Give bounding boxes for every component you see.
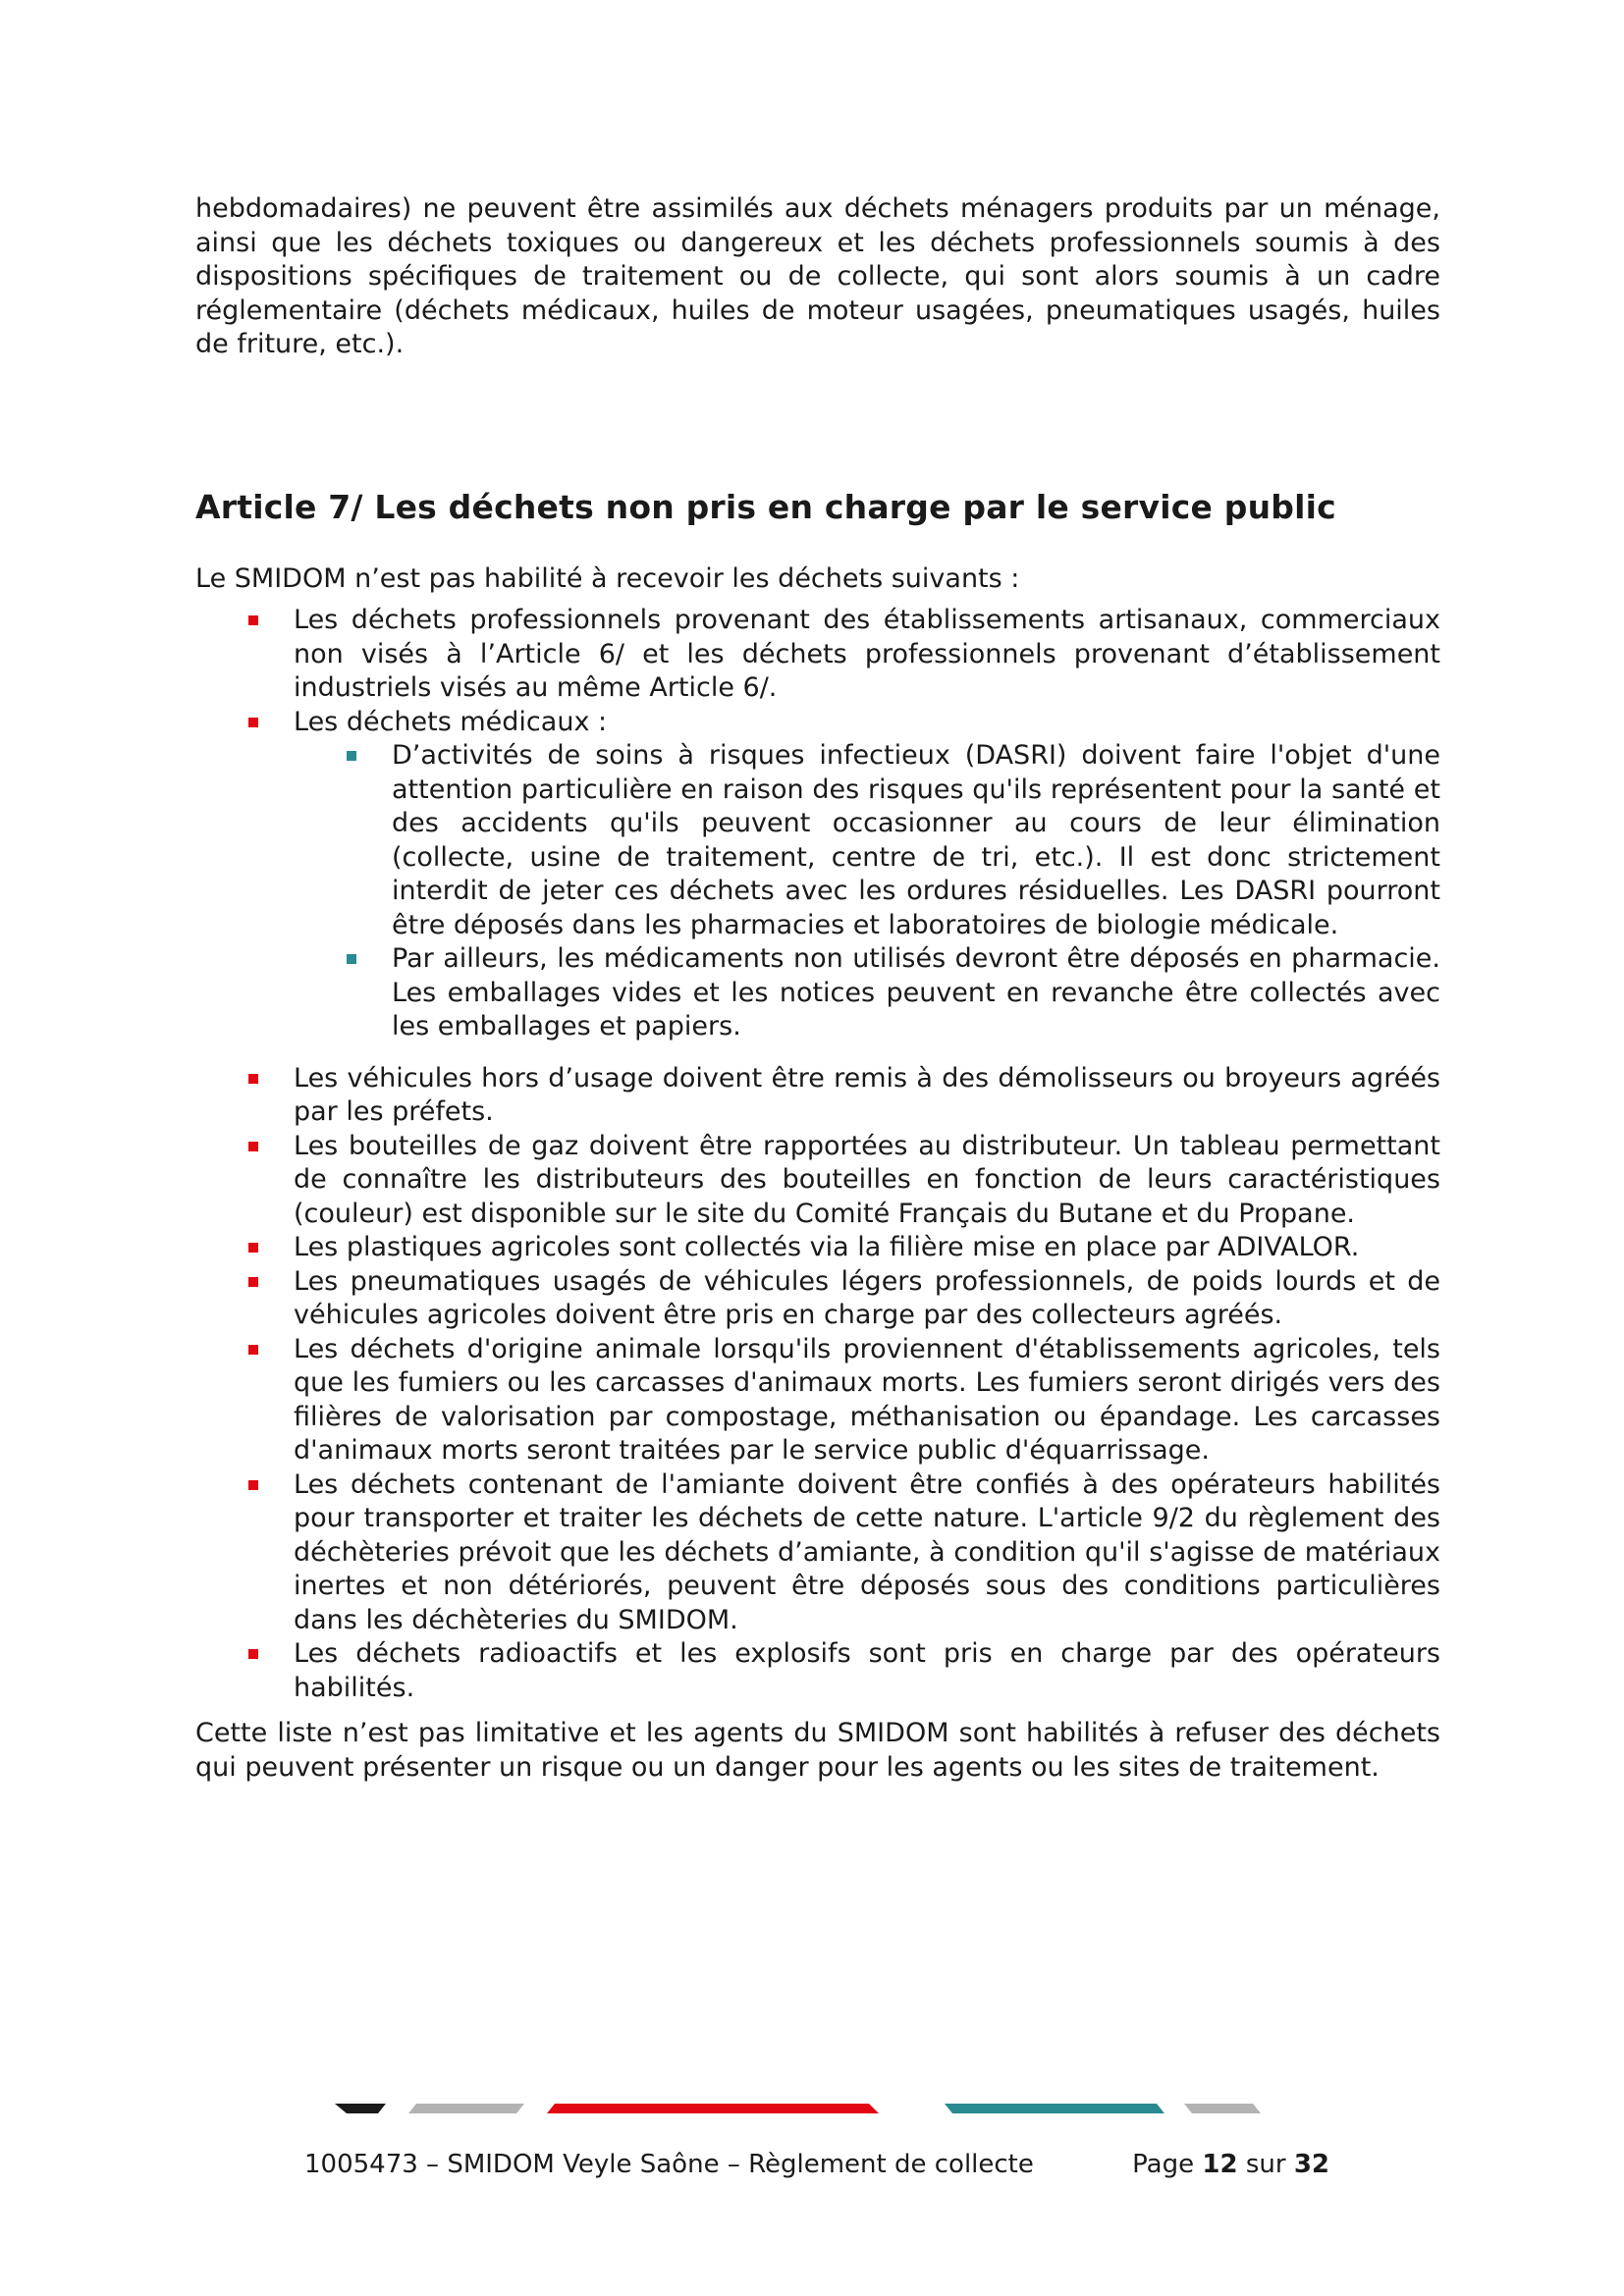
list-item <box>195 1231 1440 1265</box>
square-bullet-icon <box>248 1345 258 1355</box>
square-bullet-icon <box>347 954 356 964</box>
list-item <box>195 1468 1440 1638</box>
sublist-item <box>294 942 1440 1044</box>
footer-of-word: sur <box>1245 2150 1286 2179</box>
page-footer <box>0 2148 1624 2187</box>
footer-page-indicator <box>1132 2148 1329 2181</box>
list-item <box>195 604 1440 706</box>
footer-page-number: 12 <box>1202 2150 1238 2179</box>
list-item-text: Les déchets radioactifs et les explosifs sont pris en charge par des opérateurs habilités. <box>294 1638 1440 1703</box>
list-item <box>195 1333 1440 1468</box>
page-content <box>195 192 1440 1785</box>
list-item <box>195 1265 1440 1333</box>
list-item <box>195 1062 1440 1130</box>
footer-page-word: Page <box>1132 2150 1195 2179</box>
square-bullet-icon <box>248 1649 258 1659</box>
deco-segment-teal <box>945 2104 1164 2113</box>
footer-page-total: 32 <box>1293 2150 1329 2179</box>
square-bullet-icon <box>248 1480 258 1490</box>
article-title: Article 7/ Les déchets non pris en charge par le service public <box>195 487 1336 526</box>
list-item-text: Les véhicules hors d’usage doivent être remis à des démolisseurs ou broyeurs agréés par les préfets. <box>294 1062 1440 1127</box>
article-lead: Le SMIDOM n’est pas habilité à recevoir les déchets suivants : <box>195 562 1020 594</box>
deco-segment-grey-small <box>1184 2104 1261 2113</box>
list-item <box>195 706 1440 1044</box>
list-item <box>195 1637 1440 1705</box>
sublist-item <box>294 739 1440 942</box>
deco-segment-black <box>335 2104 386 2113</box>
list-item-text: Les déchets d'origine animale lorsqu'ils proviennent d'établissements agricoles, tels que les fumiers ou les carcasses d'animaux morts. Les fumiers seront dirigés vers des filières de valorisation par compostage, méthanisation ou épandage. Les carcasses d'animaux morts seront traitées par le service public d'équarrissage. <box>294 1333 1440 1466</box>
list-item-text: Les pneumatiques usagés de véhicules légers professionnels, de poids lourds et de véhicules agricoles doivent être pris en charge par des collecteurs agréés. <box>294 1265 1440 1330</box>
closing-paragraph: Cette liste n’est pas limitative et les agents du SMIDOM sont habilités à refuser des déchets qui peuvent présenter un risque ou un danger pour les agents ou les sites de traitement. <box>195 1718 1440 1783</box>
sublist-item-text: Par ailleurs, les médicaments non utilisés devront être déposés en pharmacie. Les emballages vides et les notices peuvent en revanche être collectés avec les emballages et papiers. <box>392 943 1440 1041</box>
list-item-text: Les déchets contenant de l'amiante doivent être confiés à des opérateurs habilités pour transporter et traiter les déchets de cette nature. L'article 9/2 du règlement des déchèteries prévoit que les déchets d’amiante, à condition qu'il s'agisse de matériaux inertes et non détériorés, peuvent être déposés sous des conditions particulières dans les déchèteries du SMIDOM. <box>294 1468 1440 1635</box>
square-bullet-icon <box>248 718 258 727</box>
sublist-item-text: D’activités de soins à risques infectieux (DASRI) doivent faire l'objet d'une attention particulière en raison des risques qu'ils représentent pour la santé et des accidents qu'ils peuvent occasionner au cours de leur élimination (collecte, usine de traitement, centre de tri, etc.). Il est donc strictement interdit de jeter ces déchets avec les ordures résiduelles. Les DASRI pourront être déposés dans les pharmacies et laboratoires de biologie médicale. <box>392 740 1440 940</box>
square-bullet-icon <box>347 751 356 761</box>
footer-decoration <box>0 2103 1624 2116</box>
list-item-text: Les plastiques agricoles sont collectés via la filière mise en place par ADIVALOR. <box>294 1232 1360 1262</box>
intro-paragraph: hebdomadaires) ne peuvent être assimilés aux déchets ménagers produits par un ménage, ainsi que les déchets toxiques ou dangereux et les déchets professionnels soumis à des dispositions spécifiques de traitement ou de collecte, qui sont alors soumis à un cadre réglementaire (déchets médicaux, huiles de moteur usagées, pneumatiques usagés, huiles de friture, etc.). <box>195 193 1440 359</box>
square-bullet-icon <box>248 1142 258 1151</box>
square-bullet-icon <box>248 1243 258 1253</box>
footer-document-ref: 1005473 – SMIDOM Veyle Saône – Règlement de collecte <box>304 2150 1034 2179</box>
deco-segment-grey <box>408 2104 524 2113</box>
square-bullet-icon <box>248 615 258 625</box>
deco-segment-red <box>547 2104 879 2113</box>
list-item <box>195 1130 1440 1232</box>
list-item-text: Les déchets médicaux : <box>294 706 608 737</box>
waste-list <box>195 604 1440 1705</box>
section-spacer <box>195 362 1440 488</box>
square-bullet-icon <box>248 1074 258 1084</box>
list-item-text: Les bouteilles de gaz doivent être rapportées au distributeur. Un tableau permettant de connaître les distributeurs des bouteilles en fonction de leurs caractéristiques (couleur) est disponible sur le site du Comité Français du Butane et du Propane. <box>294 1130 1440 1229</box>
list-item-text: Les déchets professionnels provenant des établissements artisanaux, commerciaux non visés à l’Article 6/ et les déchets professionnels provenant d’établissement industriels visés au même Article 6/. <box>294 605 1440 703</box>
medical-sublist <box>294 739 1440 1044</box>
square-bullet-icon <box>248 1277 258 1287</box>
